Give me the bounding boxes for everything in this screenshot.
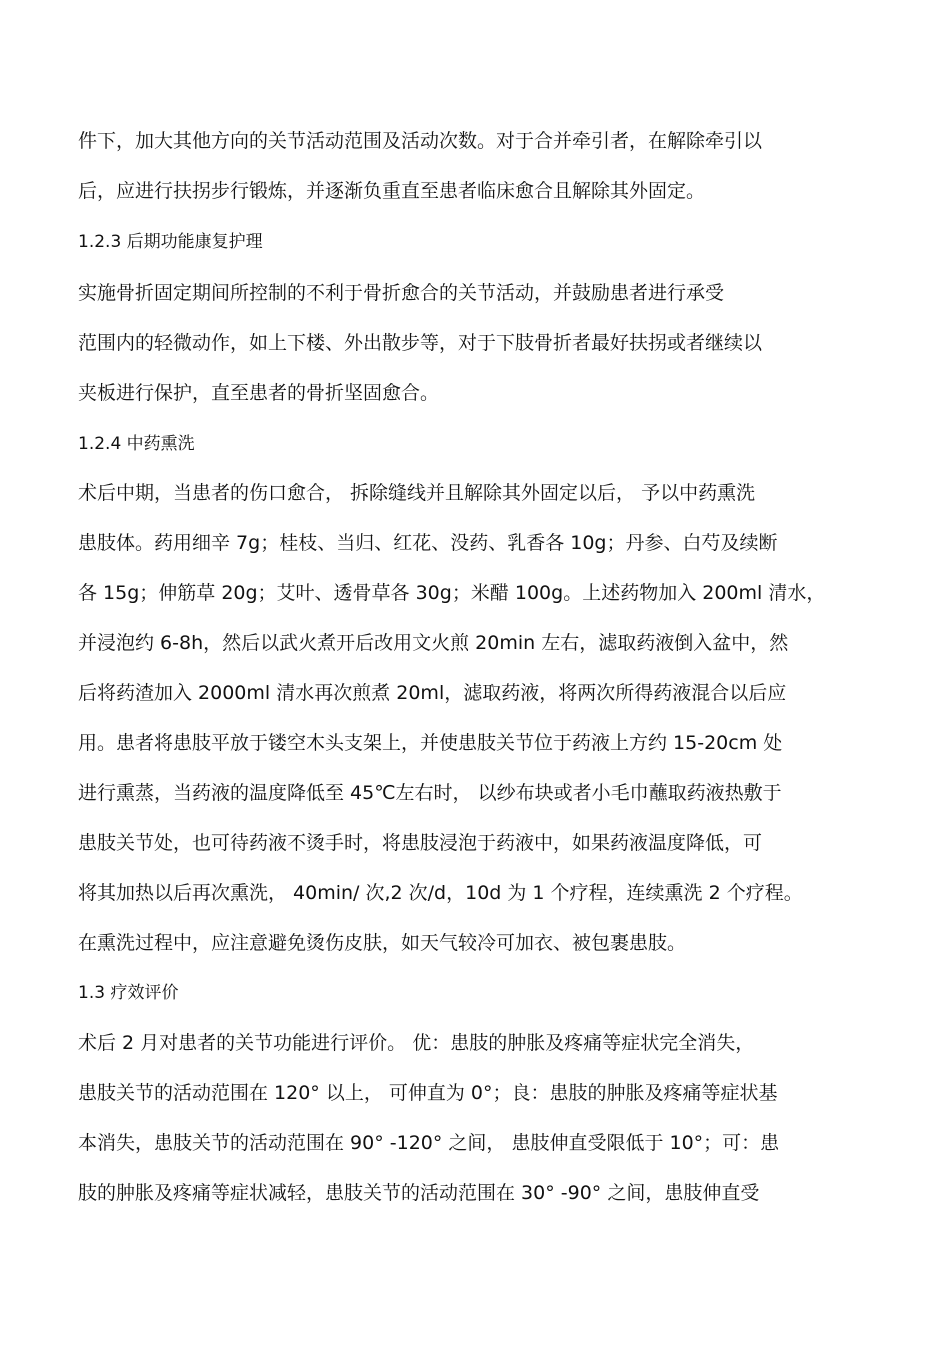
body-text-line: 实施骨折固定期间所控制的不利于骨折愈合的关节活动，并鼓励患者进行承受 <box>78 282 725 304</box>
body-text-line: 肢的肿胀及疼痛等症状减轻，患肢关节的活动范围在 30° -90° 之间，患肢伸直受 <box>78 1182 760 1204</box>
body-text-line: 范围内的轻微动作，如上下楼、外出散步等，对于下肢骨折者最好扶拐或者继续以 <box>78 332 763 354</box>
section-heading: 1.2.3 后期功能康复护理 <box>78 232 263 252</box>
body-text-line: 后将药渣加入 2000ml 清水再次煎煮 20ml，滤取药液，将两次所得药液混合以后应 <box>78 682 787 704</box>
body-text-line: 夹板进行保护，直至患者的骨折坚固愈合。 <box>78 382 440 404</box>
body-text-line: 本消失，患肢关节的活动范围在 90° -120° 之间， 患肢伸直受限低于 10°；可：患 <box>78 1132 780 1154</box>
body-text-line: 术后中期，当患者的伤口愈合， 拆除缝线并且解除其外固定以后， 予以中药熏洗 <box>78 482 756 504</box>
body-text-line: 在熏洗过程中，应注意避免烫伤皮肤，如天气较冷可加衣、被包裹患肢。 <box>78 932 687 954</box>
body-text-line: 患肢关节的活动范围在 120° 以上， 可伸直为 0°；良：患肢的肿胀及疼痛等症状基 <box>78 1082 778 1104</box>
body-text-line: 后，应进行扶拐步行锻炼，并逐渐负重直至患者临床愈合且解除其外固定。 <box>78 180 706 202</box>
body-text-line: 件下，加大其他方向的关节活动范围及活动次数。对于合并牵引者，在解除牵引以 <box>78 130 763 152</box>
body-text-line: 进行熏蒸，当药液的温度降低至 45℃左右时， 以纱布块或者小毛巾蘸取药液热敷于 <box>78 782 782 804</box>
body-text-line: 用。患者将患肢平放于镂空木头支架上，并使患肢关节位于药液上方约 15-20cm 处 <box>78 732 783 754</box>
body-text-line: 患肢体。药用细辛 7g；桂枝、当归、红花、没药、乳香各 10g；丹参、白芍及续断 <box>78 532 778 554</box>
body-text-line: 患肢关节处，也可待药液不烫手时，将患肢浸泡于药液中，如果药液温度降低，可 <box>78 832 763 854</box>
body-text-line: 各 15g；伸筋草 20g；艾叶、透骨草各 30g；米醋 100g。上述药物加入 200ml 清水， <box>78 582 826 604</box>
body-text-line: 术后 2 月对患者的关节功能进行评价。 优：患肢的肿胀及疼痛等症状完全消失， <box>78 1032 755 1054</box>
body-text-line: 并浸泡约 6-8h，然后以武火煮开后改用文火煎 20min 左右，滤取药液倒入盆中，然 <box>78 632 789 654</box>
section-heading: 1.2.4 中药熏洗 <box>78 434 195 454</box>
section-heading: 1.3 疗效评价 <box>78 983 179 1003</box>
body-text-line: 将其加热以后再次熏洗， 40min/ 次,2 次/d，10d 为 1 个疗程，连续熏洗 2 个疗程。 <box>78 882 803 904</box>
